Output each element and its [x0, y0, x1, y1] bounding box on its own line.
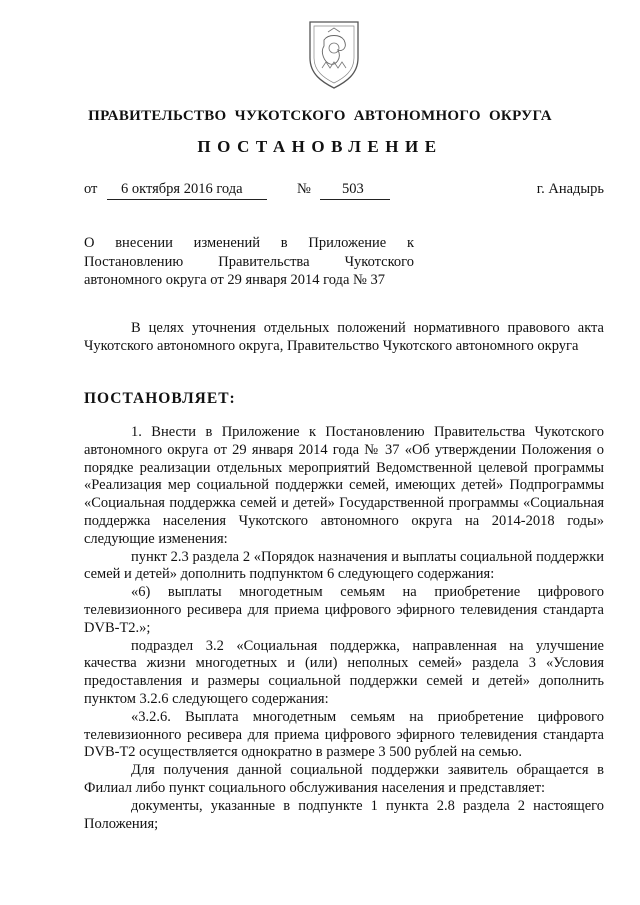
- decree-label: ПОСТАНОВЛЯЕТ:: [84, 390, 236, 407]
- preamble-paragraph: В целях уточнения отдельных положений нормативного правового акта Чукотского автономного округа, Правительство Чукотского автономного округа: [84, 320, 604, 354]
- document-subject: [84, 234, 414, 290]
- body-paragraph: «3.2.6. Выплата многодетным семьям на приобретение цифрового телевизионного ресивера для приема цифрового эфирного телевидения стандарта DVB-T2 осуществляется однократно в размере 3 500 рублей на семью.: [84, 708, 604, 761]
- subject-line: автономного округа от 29 января 2014 года № 37: [84, 272, 385, 288]
- body-paragraph: «6) выплаты многодетным семьям на приобретение цифрового телевизионного ресивера для приема цифрового эфирного телевидения стандарта DVB-T2.»;: [84, 584, 604, 636]
- document-date: 6 октября 2016 года: [107, 181, 267, 200]
- subject-line: О внесении изменений в Приложение к: [84, 235, 414, 251]
- document-number: 503: [320, 181, 390, 200]
- body-paragraph: Для получения данной социальной поддержки заявитель обращается в Филиал либо пункт социального обслуживания населения и представляет:: [84, 762, 604, 796]
- document-body: [84, 424, 604, 833]
- document-type: ПОСТАНОВЛЕНИЕ: [197, 137, 443, 156]
- body-paragraph: документы, указанные в подпункте 1 пункта 2.8 раздела 2 настоящего Положения;: [84, 797, 604, 832]
- document-meta: [84, 181, 604, 203]
- body-paragraph: пункт 2.3 раздела 2 «Порядок назначения и выплаты социальной поддержки семей и детей» дополнить подпунктом 6 следующего содержания:: [84, 548, 604, 583]
- body-paragraph: подраздел 3.2 «Социальная поддержка, направленная на улучшение качества жизни многодетных и (или) неполных семей» раздела 3 «Условия предоставления и размеры социальной поддержки семей и детей» дополнить пунктом 3.2.6 следующего содержания:: [84, 637, 604, 707]
- number-label: №: [297, 181, 311, 197]
- document-city: г. Анадырь: [536, 181, 604, 197]
- subject-line: Постановлению Правительства Чукотского: [84, 253, 414, 270]
- preamble: [84, 320, 604, 356]
- date-prefix-label: от: [84, 181, 98, 197]
- coat-of-arms-icon: [302, 18, 366, 90]
- body-paragraph: 1. Внести в Приложение к Постановлению Правительства Чукотского автономного округа от 29 января 2014 года № 37 «Об утверждении Положения о порядке реализации отдельных мероприятий Ведомственной целевой программы «Реализация мер социальной поддержки семей, имеющих детей» Подпрограммы «Социальная поддержка семей и детей» Государственной программы «Социальная поддержка населения Чукотского автономного округа на 2014-2018 годы» следующие изменения:: [84, 424, 604, 547]
- organization-title: ПРАВИТЕЛЬСТВО ЧУКОТСКОГО АВТОНОМНОГО ОКРУГА: [88, 108, 552, 124]
